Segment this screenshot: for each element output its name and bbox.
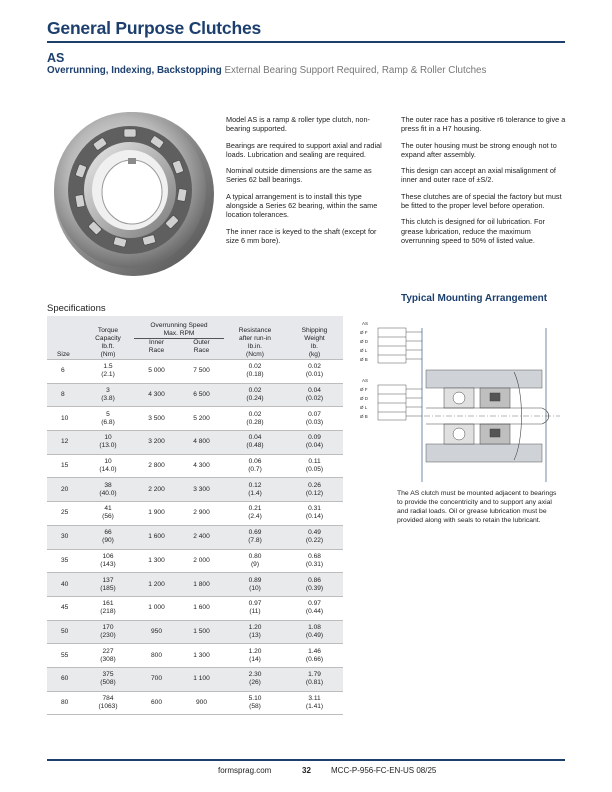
page-title: General Purpose Clutches: [47, 18, 262, 38]
table-row: [47, 407, 343, 431]
cell-resist: 0.06 (0.7): [224, 454, 286, 478]
cell-weight: 0.31 (0.14): [286, 502, 343, 526]
cell-size: 60: [47, 667, 82, 691]
cell-resist: 5.10 (58): [224, 691, 286, 715]
dim-label: Ø D: [360, 396, 369, 401]
cell-size: 80: [47, 691, 82, 715]
cell-outer: 4 800: [179, 431, 224, 455]
cell-torque: 161 (218): [82, 596, 134, 620]
table-row: [47, 596, 343, 620]
dim-label: Ø F: [360, 330, 368, 335]
cell-size: 20: [47, 478, 82, 502]
cell-size: 30: [47, 525, 82, 549]
cell-inner: 2 200: [134, 478, 179, 502]
cell-weight: 1.08 (0.49): [286, 620, 343, 644]
col-header-outer-race: Outer Race: [179, 339, 224, 360]
cell-torque: 227 (308): [82, 644, 134, 668]
subtitle-description: External Bearing Support Required, Ramp & Roller Clutches: [224, 65, 487, 76]
cell-inner: 1 200: [134, 573, 179, 597]
subtitle-functions: Overrunning, Indexing, Backstopping: [47, 65, 222, 76]
cell-inner: 700: [134, 667, 179, 691]
cell-inner: 1 300: [134, 549, 179, 573]
cell-resist: 0.02 (0.28): [224, 407, 286, 431]
cell-size: 55: [47, 644, 82, 668]
cell-outer: 1 300: [179, 644, 224, 668]
cell-torque: 10 (14.0): [82, 454, 134, 478]
cell-weight: 3.11 (1.41): [286, 691, 343, 715]
description-paragraph: Nominal outside dimensions are the same as Series 62 ball bearings.: [226, 166, 372, 185]
cell-outer: 5 200: [179, 407, 224, 431]
clutch-product-image: [48, 96, 220, 286]
cell-weight: 1.79 (0.81): [286, 667, 343, 691]
cell-resist: 0.12 (1.4): [224, 478, 286, 502]
cell-torque: 1.5 (2.1): [82, 360, 134, 384]
description-paragraph: This design can accept an axial misalignment of inner and outer race of ±S/2.: [401, 166, 556, 185]
cell-torque: 5 (6.8): [82, 407, 134, 431]
cell-weight: 1.46 (0.66): [286, 644, 343, 668]
footer-rule: [47, 759, 565, 761]
table-row: [47, 360, 343, 384]
cell-torque: 106 (143): [82, 549, 134, 573]
description-paragraph: A typical arrangement is to install this type alongside a Series 62 bearing, within the same location tolerances.: [226, 191, 378, 220]
cell-weight: 0.02 (0.01): [286, 360, 343, 384]
cell-size: 8: [47, 383, 82, 407]
cell-size: 6: [47, 360, 82, 384]
description-paragraph: These clutches are of special the factory but must be fitted to the proper level before operation.: [401, 191, 562, 211]
table-row: [47, 502, 343, 526]
cell-resist: 0.80 (9): [224, 549, 286, 573]
cell-resist: 0.97 (11): [224, 596, 286, 620]
description-paragraph: The inner race is keyed to the shaft (except for size 6 mm bore).: [226, 226, 377, 245]
table-row: [47, 454, 343, 478]
cell-size: 45: [47, 596, 82, 620]
table-row: [47, 620, 343, 644]
description-left: [226, 115, 386, 252]
cell-inner: 5 000: [134, 360, 179, 384]
cell-weight: 0.49 (0.22): [286, 525, 343, 549]
cell-torque: 784 (1063): [82, 691, 134, 715]
col-header-shipping-weight: Shipping Weight lb. (kg): [286, 316, 343, 360]
cell-outer: 1 100: [179, 667, 224, 691]
cell-torque: 3 (3.8): [82, 383, 134, 407]
table-row: [47, 691, 343, 715]
cell-weight: 0.86 (0.39): [286, 573, 343, 597]
cell-inner: 4 300: [134, 383, 179, 407]
cell-outer: 900: [179, 691, 224, 715]
description-paragraph: This clutch is designed for oil lubrication. For grease lubrication, reduce the maximum overrunning speed to 50% of listed value.: [401, 217, 545, 245]
cell-weight: 0.07 (0.03): [286, 407, 343, 431]
cell-outer: 2 900: [179, 502, 224, 526]
dim-label: AS: [362, 378, 369, 383]
cell-inner: 950: [134, 620, 179, 644]
cell-resist: 0.89 (10): [224, 573, 286, 597]
cell-outer: 4 300: [179, 454, 224, 478]
cell-weight: 0.09 (0.04): [286, 431, 343, 455]
mounting-title: Typical Mounting Arrangement: [401, 293, 548, 304]
cell-torque: 170 (230): [82, 620, 134, 644]
col-header-size: Size: [47, 316, 82, 360]
col-header-inner-race: Inner Race: [134, 339, 179, 360]
subtitle: [47, 65, 486, 76]
dim-label: Ø B: [360, 414, 368, 419]
footer-url[interactable]: formsprag.com: [218, 766, 272, 775]
cell-torque: 38 (40.0): [82, 478, 134, 502]
cell-size: 40: [47, 573, 82, 597]
cell-torque: 375 (508): [82, 667, 134, 691]
specifications-title: Specifications: [47, 303, 106, 314]
table-row: [47, 667, 343, 691]
cell-size: 15: [47, 454, 82, 478]
cell-weight: 0.04 (0.02): [286, 383, 343, 407]
cell-outer: 3 300: [179, 478, 224, 502]
cell-inner: 800: [134, 644, 179, 668]
cell-torque: 66 (90): [82, 525, 134, 549]
dim-label: AS: [362, 321, 369, 326]
description-right: [401, 115, 567, 252]
page-number: 32: [302, 766, 311, 775]
cell-outer: 2 400: [179, 525, 224, 549]
document-code: MCC-P-956-FC-EN-US 08/25: [331, 766, 437, 775]
cell-resist: 2.30 (26): [224, 667, 286, 691]
cell-resist: 0.02 (0.18): [224, 360, 286, 384]
cell-torque: 137 (185): [82, 573, 134, 597]
col-header-torque: Torque Capacity lb.ft. (Nm): [82, 316, 134, 360]
cell-resist: 1.20 (13): [224, 620, 286, 644]
mounting-caption: The AS clutch must be mounted adjacent to bearings to provide the concentricity and to support any axial and radial loads. Oil or grease lubrication must be provided along with seals to retain the lubricant.: [397, 490, 557, 525]
table-row: [47, 549, 343, 573]
cell-weight: 0.11 (0.05): [286, 454, 343, 478]
cell-inner: 600: [134, 691, 179, 715]
dim-label: Ø B: [360, 357, 368, 362]
cell-resist: 1.20 (14): [224, 644, 286, 668]
cell-size: 35: [47, 549, 82, 573]
cell-outer: 6 500: [179, 383, 224, 407]
dim-label: Ø L: [360, 405, 368, 410]
cell-outer: 1 500: [179, 620, 224, 644]
table-row: [47, 573, 343, 597]
specifications-table: [47, 316, 343, 715]
dim-label: Ø F: [360, 387, 368, 392]
table-row: [47, 525, 343, 549]
cell-resist: 0.69 (7.8): [224, 525, 286, 549]
cell-inner: 1 600: [134, 525, 179, 549]
cell-size: 25: [47, 502, 82, 526]
dim-label: Ø D: [360, 339, 369, 344]
description-paragraph: Bearings are required to support axial and radial loads. Lubrication and sealing are required.: [226, 140, 382, 159]
table-row: [47, 644, 343, 668]
cell-size: 50: [47, 620, 82, 644]
cell-outer: 7 500: [179, 360, 224, 384]
model-name: AS: [47, 51, 65, 65]
cell-inner: 2 800: [134, 454, 179, 478]
cell-outer: 1 600: [179, 596, 224, 620]
cell-inner: 3 200: [134, 431, 179, 455]
cell-resist: 0.21 (2.4): [224, 502, 286, 526]
cell-inner: 3 500: [134, 407, 179, 431]
cell-inner: 1 900: [134, 502, 179, 526]
header-rule: [47, 41, 565, 43]
cell-size: 12: [47, 431, 82, 455]
cell-torque: 41 (56): [82, 502, 134, 526]
keyway: [128, 158, 136, 164]
dim-label: Ø L: [360, 348, 368, 353]
cell-inner: 1 000: [134, 596, 179, 620]
table-row: [47, 431, 343, 455]
description-paragraph: Model AS is a ramp & roller type clutch, non-bearing supported.: [226, 115, 370, 134]
table-row: [47, 383, 343, 407]
cell-outer: 1 800: [179, 573, 224, 597]
col-header-resistance: Resistance after run-in lb.in. (Ncm): [224, 316, 286, 360]
description-paragraph: The outer housing must be strong enough not to expand after assembly.: [401, 140, 557, 159]
cell-weight: 0.97 (0.44): [286, 596, 343, 620]
cell-resist: 0.02 (0.24): [224, 383, 286, 407]
cell-weight: 0.68 (0.31): [286, 549, 343, 573]
cell-torque: 10 (13.0): [82, 431, 134, 455]
table-row: [47, 478, 343, 502]
cell-size: 10: [47, 407, 82, 431]
description-paragraph: The outer race has a positive r6 tolerance to give a press fit in a H7 housing.: [401, 115, 566, 134]
cell-resist: 0.04 (0.48): [224, 431, 286, 455]
mounting-arrangement-drawing: [356, 312, 568, 484]
col-header-overrunning-speed: Overrunning Speed Max. RPM: [134, 316, 224, 339]
cell-weight: 0.26 (0.12): [286, 478, 343, 502]
cell-outer: 2 000: [179, 549, 224, 573]
